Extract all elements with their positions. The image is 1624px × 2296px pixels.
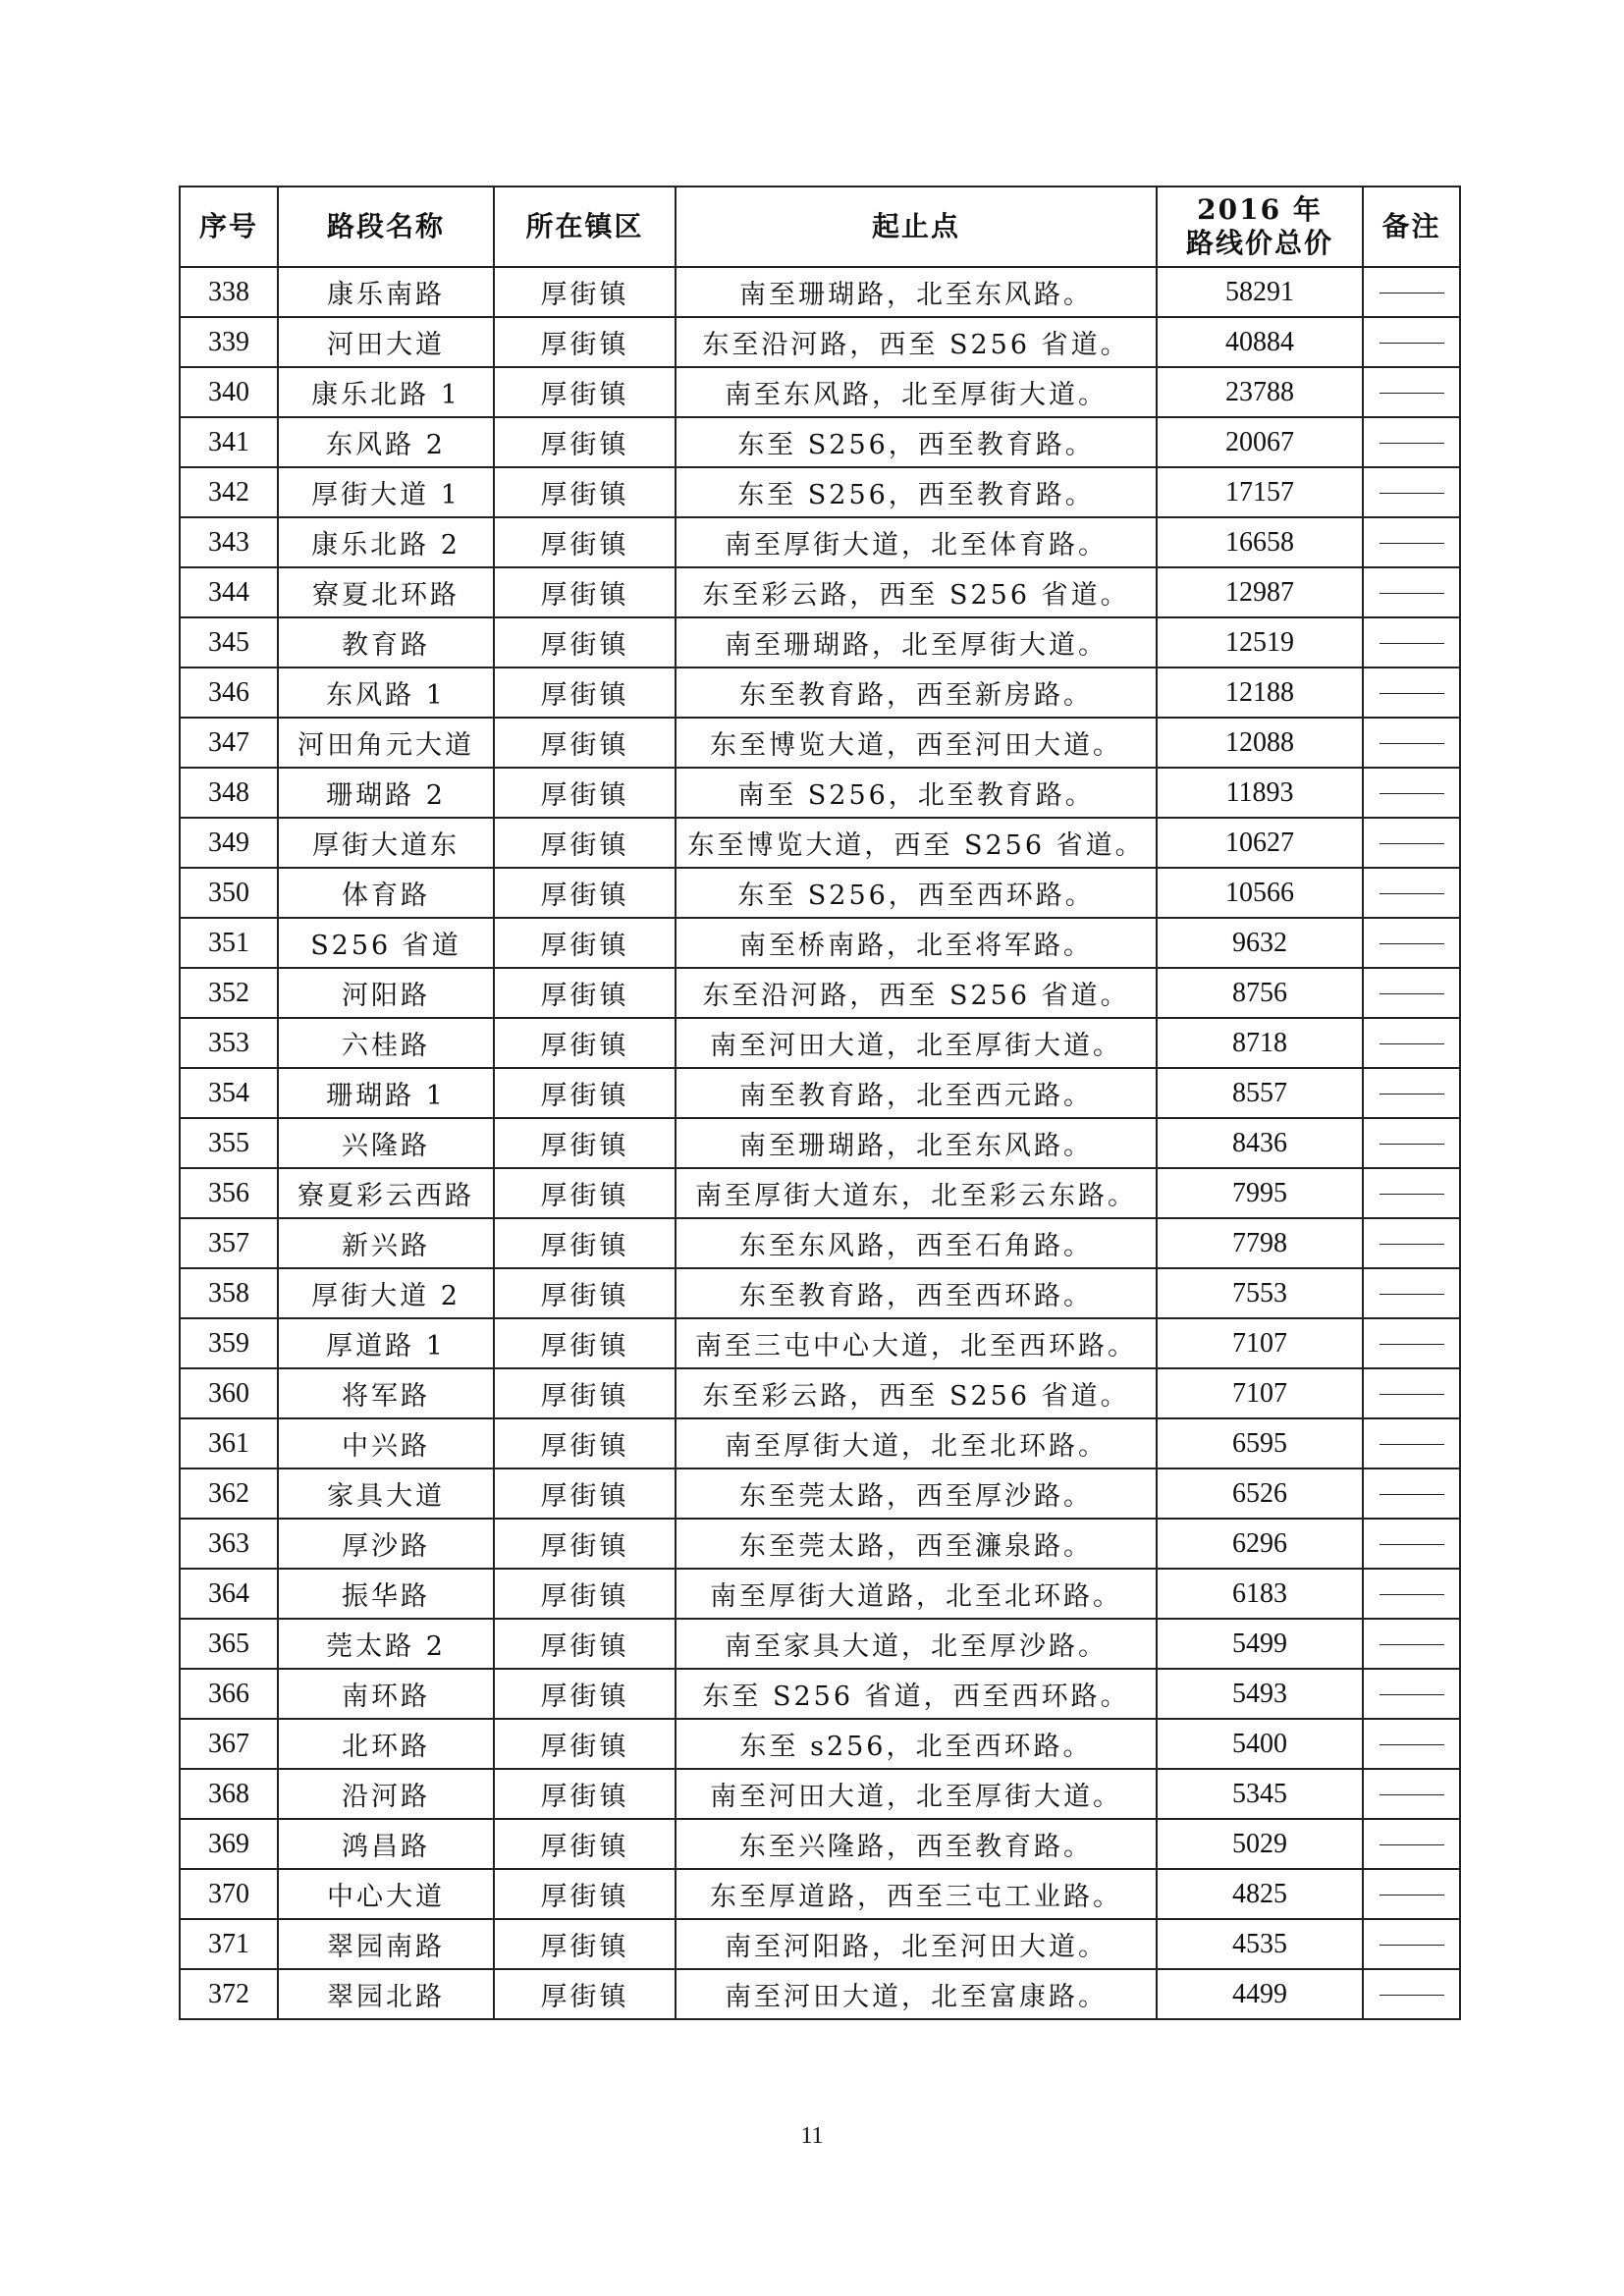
header-road-name: 路段名称 — [278, 187, 494, 267]
cell-town: 厚街镇 — [494, 1268, 676, 1318]
cell-price: 6595 — [1157, 1418, 1363, 1468]
cell-remark — [1363, 1468, 1460, 1519]
cell-index: 370 — [180, 1869, 278, 1919]
cell-index: 356 — [180, 1168, 278, 1218]
cell-remark — [1363, 868, 1460, 918]
cell-range: 东至厚道路，西至三屯工业路。 — [676, 1869, 1157, 1919]
remark-dash — [1380, 293, 1444, 294]
remark-dash — [1380, 1394, 1444, 1395]
cell-road-name: 河阳路 — [278, 968, 494, 1018]
table-row — [180, 1869, 1460, 1919]
table-row — [180, 317, 1460, 367]
table-row — [180, 267, 1460, 317]
cell-index: 348 — [180, 768, 278, 818]
cell-price: 4825 — [1157, 1869, 1363, 1919]
remark-dash — [1380, 1895, 1444, 1896]
cell-remark — [1363, 1268, 1460, 1318]
cell-road-name: 东风路 1 — [278, 667, 494, 718]
cell-town: 厚街镇 — [494, 1769, 676, 1819]
cell-index: 345 — [180, 617, 278, 667]
cell-index: 359 — [180, 1318, 278, 1368]
cell-town: 厚街镇 — [494, 617, 676, 667]
cell-range: 南至河田大道，北至富康路。 — [676, 1969, 1157, 2019]
cell-road-name: 中心大道 — [278, 1869, 494, 1919]
table-row — [180, 667, 1460, 718]
cell-remark — [1363, 918, 1460, 968]
remark-dash — [1380, 593, 1444, 594]
remark-dash — [1380, 443, 1444, 444]
cell-range: 东至 S256，西至教育路。 — [676, 467, 1157, 517]
cell-road-name: 新兴路 — [278, 1218, 494, 1268]
cell-range: 东至兴隆路，西至教育路。 — [676, 1819, 1157, 1869]
cell-index: 357 — [180, 1218, 278, 1268]
cell-road-name: 振华路 — [278, 1569, 494, 1619]
cell-range: 东至博览大道，西至河田大道。 — [676, 718, 1157, 768]
cell-remark — [1363, 667, 1460, 718]
cell-town: 厚街镇 — [494, 567, 676, 617]
cell-index: 353 — [180, 1018, 278, 1068]
cell-remark — [1363, 267, 1460, 317]
cell-town: 厚街镇 — [494, 1118, 676, 1168]
cell-road-name: 体育路 — [278, 868, 494, 918]
remark-dash — [1380, 1544, 1444, 1545]
remark-dash — [1380, 1995, 1444, 1996]
road-price-table — [179, 186, 1461, 2020]
cell-price: 4499 — [1157, 1969, 1363, 2019]
remark-dash — [1380, 543, 1444, 544]
cell-road-name: 家具大道 — [278, 1468, 494, 1519]
remark-dash — [1380, 943, 1444, 944]
cell-index: 365 — [180, 1619, 278, 1669]
cell-price: 6296 — [1157, 1519, 1363, 1569]
remark-dash — [1380, 893, 1444, 894]
remark-dash — [1380, 393, 1444, 394]
remark-dash — [1380, 1194, 1444, 1195]
table-row — [180, 467, 1460, 517]
cell-index: 339 — [180, 317, 278, 367]
cell-range: 南至东风路，北至厚街大道。 — [676, 367, 1157, 417]
table-row — [180, 768, 1460, 818]
cell-road-name: 河田角元大道 — [278, 718, 494, 768]
cell-road-name: 沿河路 — [278, 1769, 494, 1819]
header-remark: 备注 — [1363, 187, 1460, 267]
table-row — [180, 1068, 1460, 1118]
cell-remark — [1363, 1869, 1460, 1919]
cell-price: 4535 — [1157, 1919, 1363, 1969]
cell-range: 南至三屯中心大道，北至西环路。 — [676, 1318, 1157, 1368]
cell-remark — [1363, 1018, 1460, 1068]
remark-dash — [1380, 1294, 1444, 1295]
cell-index: 372 — [180, 1969, 278, 2019]
remark-dash — [1380, 1344, 1444, 1345]
cell-range: 东至 S256，西至西环路。 — [676, 868, 1157, 918]
cell-range: 南至厚街大道，北至北环路。 — [676, 1418, 1157, 1468]
cell-range: 东至教育路，西至西环路。 — [676, 1268, 1157, 1318]
cell-town: 厚街镇 — [494, 1468, 676, 1519]
cell-range: 东至沿河路，西至 S256 省道。 — [676, 317, 1157, 367]
cell-price: 6183 — [1157, 1569, 1363, 1619]
header-price-label: 路线价总价 — [1185, 227, 1333, 259]
cell-town: 厚街镇 — [494, 768, 676, 818]
cell-index: 362 — [180, 1468, 278, 1519]
cell-remark — [1363, 1168, 1460, 1218]
cell-index: 350 — [180, 868, 278, 918]
cell-price: 23788 — [1157, 367, 1363, 417]
table-row — [180, 1819, 1460, 1869]
cell-remark — [1363, 1969, 1460, 2019]
remark-dash — [1380, 1844, 1444, 1845]
cell-range: 东至彩云路，西至 S256 省道。 — [676, 567, 1157, 617]
cell-range: 南至厚街大道东，北至彩云东路。 — [676, 1168, 1157, 1218]
cell-price: 11893 — [1157, 768, 1363, 818]
cell-range: 东至教育路，西至新房路。 — [676, 667, 1157, 718]
cell-road-name: 康乐南路 — [278, 267, 494, 317]
cell-remark — [1363, 1719, 1460, 1769]
cell-remark — [1363, 1218, 1460, 1268]
cell-price: 12188 — [1157, 667, 1363, 718]
cell-index: 360 — [180, 1368, 278, 1418]
cell-index: 351 — [180, 918, 278, 968]
cell-range: 东至博览大道，西至 S256 省道。 — [676, 818, 1157, 868]
cell-town: 厚街镇 — [494, 1919, 676, 1969]
cell-price: 7553 — [1157, 1268, 1363, 1318]
cell-price: 10627 — [1157, 818, 1363, 868]
cell-remark — [1363, 968, 1460, 1018]
cell-index: 361 — [180, 1418, 278, 1468]
cell-remark — [1363, 617, 1460, 667]
cell-price: 7995 — [1157, 1168, 1363, 1218]
table-row — [180, 1418, 1460, 1468]
remark-dash — [1380, 1794, 1444, 1795]
remark-dash — [1380, 1694, 1444, 1695]
cell-road-name: 东风路 2 — [278, 417, 494, 467]
cell-road-name: 六桂路 — [278, 1018, 494, 1068]
table-row — [180, 1018, 1460, 1068]
cell-road-name: 厚街大道 1 — [278, 467, 494, 517]
table-row — [180, 1919, 1460, 1969]
cell-town: 厚街镇 — [494, 718, 676, 768]
cell-range: 东至彩云路，西至 S256 省道。 — [676, 1368, 1157, 1418]
cell-price: 5499 — [1157, 1619, 1363, 1669]
cell-town: 厚街镇 — [494, 1368, 676, 1418]
cell-road-name: 中兴路 — [278, 1418, 494, 1468]
cell-index: 341 — [180, 417, 278, 467]
cell-index: 369 — [180, 1819, 278, 1869]
cell-road-name: 南环路 — [278, 1669, 494, 1719]
cell-town: 厚街镇 — [494, 1569, 676, 1619]
table-row — [180, 1969, 1460, 2019]
cell-index: 358 — [180, 1268, 278, 1318]
cell-remark — [1363, 818, 1460, 868]
cell-index: 354 — [180, 1068, 278, 1118]
cell-index: 338 — [180, 267, 278, 317]
table-row — [180, 367, 1460, 417]
header-index: 序号 — [180, 187, 278, 267]
table-row — [180, 1468, 1460, 1519]
cell-town: 厚街镇 — [494, 467, 676, 517]
table-row — [180, 1619, 1460, 1669]
table-body — [180, 267, 1460, 2019]
cell-price: 7107 — [1157, 1368, 1363, 1418]
remark-dash — [1380, 1144, 1444, 1145]
remark-dash — [1380, 1043, 1444, 1044]
remark-dash — [1380, 1444, 1444, 1445]
cell-range: 南至河阳路，北至河田大道。 — [676, 1919, 1157, 1969]
table-row — [180, 1318, 1460, 1368]
cell-town: 厚街镇 — [494, 317, 676, 367]
cell-price: 58291 — [1157, 267, 1363, 317]
cell-road-name: 将军路 — [278, 1368, 494, 1418]
cell-road-name: 厚道路 1 — [278, 1318, 494, 1368]
header-price — [1157, 187, 1363, 267]
table-row — [180, 968, 1460, 1018]
remark-dash — [1380, 743, 1444, 744]
cell-remark — [1363, 567, 1460, 617]
cell-town: 厚街镇 — [494, 1418, 676, 1468]
table-row — [180, 818, 1460, 868]
cell-town: 厚街镇 — [494, 1519, 676, 1569]
table-row — [180, 1669, 1460, 1719]
cell-price: 17157 — [1157, 467, 1363, 517]
cell-range: 南至珊瑚路，北至东风路。 — [676, 1118, 1157, 1168]
cell-index: 343 — [180, 517, 278, 567]
cell-index: 352 — [180, 968, 278, 1018]
cell-town: 厚街镇 — [494, 1669, 676, 1719]
cell-range: 东至 S256，西至教育路。 — [676, 417, 1157, 467]
cell-remark — [1363, 1669, 1460, 1719]
remark-dash — [1380, 1945, 1444, 1946]
cell-road-name: 厚街大道东 — [278, 818, 494, 868]
cell-price: 16658 — [1157, 517, 1363, 567]
cell-road-name: 北环路 — [278, 1719, 494, 1769]
cell-town: 厚街镇 — [494, 1168, 676, 1218]
cell-town: 厚街镇 — [494, 1218, 676, 1268]
cell-price: 8436 — [1157, 1118, 1363, 1168]
cell-remark — [1363, 317, 1460, 367]
header-range: 起止点 — [676, 187, 1157, 267]
cell-price: 8756 — [1157, 968, 1363, 1018]
cell-index: 368 — [180, 1769, 278, 1819]
table-row — [180, 718, 1460, 768]
cell-road-name: 教育路 — [278, 617, 494, 667]
cell-price: 8718 — [1157, 1018, 1363, 1068]
remark-dash — [1380, 343, 1444, 344]
remark-dash — [1380, 1594, 1444, 1595]
header-price-year: 2016 年 — [1197, 193, 1323, 226]
table-header-row — [180, 187, 1460, 267]
cell-town: 厚街镇 — [494, 868, 676, 918]
cell-remark — [1363, 718, 1460, 768]
cell-remark — [1363, 1769, 1460, 1819]
table-row — [180, 1168, 1460, 1218]
cell-price: 5493 — [1157, 1669, 1363, 1719]
cell-index: 349 — [180, 818, 278, 868]
cell-index: 346 — [180, 667, 278, 718]
table-row — [180, 517, 1460, 567]
cell-remark — [1363, 1368, 1460, 1418]
cell-price: 5345 — [1157, 1769, 1363, 1819]
cell-range: 南至家具大道，北至厚沙路。 — [676, 1619, 1157, 1669]
remark-dash — [1380, 643, 1444, 644]
cell-range: 南至桥南路，北至将军路。 — [676, 918, 1157, 968]
cell-town: 厚街镇 — [494, 1719, 676, 1769]
cell-range: 南至厚街大道，北至体育路。 — [676, 517, 1157, 567]
cell-remark — [1363, 1819, 1460, 1869]
table-row — [180, 1519, 1460, 1569]
cell-town: 厚街镇 — [494, 1068, 676, 1118]
cell-town: 厚街镇 — [494, 667, 676, 718]
cell-road-name: 莞太路 2 — [278, 1619, 494, 1669]
cell-range: 南至河田大道，北至厚街大道。 — [676, 1769, 1157, 1819]
cell-road-name: 厚街大道 2 — [278, 1268, 494, 1318]
cell-town: 厚街镇 — [494, 1619, 676, 1669]
page-number: 11 — [800, 2123, 824, 2149]
cell-remark — [1363, 1569, 1460, 1619]
cell-range: 东至沿河路，西至 S256 省道。 — [676, 968, 1157, 1018]
cell-remark — [1363, 1068, 1460, 1118]
cell-road-name: 珊瑚路 1 — [278, 1068, 494, 1118]
cell-road-name: 康乐北路 1 — [278, 367, 494, 417]
cell-range: 东至莞太路，西至厚沙路。 — [676, 1468, 1157, 1519]
remark-dash — [1380, 1744, 1444, 1745]
cell-town: 厚街镇 — [494, 1819, 676, 1869]
cell-remark — [1363, 367, 1460, 417]
cell-index: 371 — [180, 1919, 278, 1969]
table-row — [180, 1218, 1460, 1268]
table-row — [180, 1769, 1460, 1819]
cell-index: 355 — [180, 1118, 278, 1168]
cell-road-name: 翠园南路 — [278, 1919, 494, 1969]
cell-index: 363 — [180, 1519, 278, 1569]
cell-remark — [1363, 1519, 1460, 1569]
cell-range: 南至 S256，北至教育路。 — [676, 768, 1157, 818]
cell-town: 厚街镇 — [494, 1018, 676, 1068]
cell-road-name: 鸿昌路 — [278, 1819, 494, 1869]
cell-road-name: 兴隆路 — [278, 1118, 494, 1168]
cell-remark — [1363, 467, 1460, 517]
cell-price: 12987 — [1157, 567, 1363, 617]
cell-price: 7107 — [1157, 1318, 1363, 1368]
cell-remark — [1363, 517, 1460, 567]
cell-price: 10566 — [1157, 868, 1363, 918]
table-row — [180, 617, 1460, 667]
cell-index: 340 — [180, 367, 278, 417]
cell-range: 南至珊瑚路，北至东风路。 — [676, 267, 1157, 317]
cell-price: 6526 — [1157, 1468, 1363, 1519]
remark-dash — [1380, 993, 1444, 994]
cell-remark — [1363, 1919, 1460, 1969]
cell-index: 367 — [180, 1719, 278, 1769]
cell-road-name: 厚沙路 — [278, 1519, 494, 1569]
cell-road-name: 寮夏彩云西路 — [278, 1168, 494, 1218]
cell-town: 厚街镇 — [494, 417, 676, 467]
cell-town: 厚街镇 — [494, 1969, 676, 2019]
table-row — [180, 417, 1460, 467]
table-row — [180, 868, 1460, 918]
table-row — [180, 1368, 1460, 1418]
cell-price: 40884 — [1157, 317, 1363, 367]
header-town: 所在镇区 — [494, 187, 676, 267]
cell-town: 厚街镇 — [494, 918, 676, 968]
cell-range: 东至东风路，西至石角路。 — [676, 1218, 1157, 1268]
cell-town: 厚街镇 — [494, 1869, 676, 1919]
remark-dash — [1380, 1244, 1444, 1245]
remark-dash — [1380, 793, 1444, 794]
cell-range: 南至珊瑚路，北至厚街大道。 — [676, 617, 1157, 667]
cell-range: 南至厚街大道路，北至北环路。 — [676, 1569, 1157, 1619]
cell-price: 8557 — [1157, 1068, 1363, 1118]
cell-road-name: 珊瑚路 2 — [278, 768, 494, 818]
cell-index: 342 — [180, 467, 278, 517]
cell-road-name: 翠园北路 — [278, 1969, 494, 2019]
cell-range: 东至 s256，北至西环路。 — [676, 1719, 1157, 1769]
cell-town: 厚街镇 — [494, 267, 676, 317]
remark-dash — [1380, 1094, 1444, 1095]
cell-remark — [1363, 1118, 1460, 1168]
table-row — [180, 1118, 1460, 1168]
cell-price: 5400 — [1157, 1719, 1363, 1769]
cell-price: 20067 — [1157, 417, 1363, 467]
remark-dash — [1380, 1644, 1444, 1645]
table-row — [180, 567, 1460, 617]
cell-remark — [1363, 1418, 1460, 1468]
table-row — [180, 918, 1460, 968]
cell-road-name: 康乐北路 2 — [278, 517, 494, 567]
cell-town: 厚街镇 — [494, 367, 676, 417]
cell-remark — [1363, 1318, 1460, 1368]
cell-road-name: 河田大道 — [278, 317, 494, 367]
cell-price: 9632 — [1157, 918, 1363, 968]
remark-dash — [1380, 493, 1444, 494]
cell-remark — [1363, 768, 1460, 818]
cell-range: 南至河田大道，北至厚街大道。 — [676, 1018, 1157, 1068]
cell-remark — [1363, 417, 1460, 467]
cell-index: 364 — [180, 1569, 278, 1619]
cell-index: 344 — [180, 567, 278, 617]
table-row — [180, 1268, 1460, 1318]
cell-range: 南至教育路，北至西元路。 — [676, 1068, 1157, 1118]
cell-remark — [1363, 1619, 1460, 1669]
table-row — [180, 1569, 1460, 1619]
cell-index: 347 — [180, 718, 278, 768]
remark-dash — [1380, 843, 1444, 844]
cell-range: 东至莞太路，西至濂泉路。 — [676, 1519, 1157, 1569]
cell-price: 5029 — [1157, 1819, 1363, 1869]
cell-town: 厚街镇 — [494, 818, 676, 868]
remark-dash — [1380, 693, 1444, 694]
cell-index: 366 — [180, 1669, 278, 1719]
remark-dash — [1380, 1494, 1444, 1495]
table-row — [180, 1719, 1460, 1769]
cell-town: 厚街镇 — [494, 968, 676, 1018]
cell-road-name: 寮夏北环路 — [278, 567, 494, 617]
cell-price: 12519 — [1157, 617, 1363, 667]
cell-town: 厚街镇 — [494, 1318, 676, 1368]
cell-range: 东至 S256 省道，西至西环路。 — [676, 1669, 1157, 1719]
cell-price: 12088 — [1157, 718, 1363, 768]
cell-town: 厚街镇 — [494, 517, 676, 567]
cell-price: 7798 — [1157, 1218, 1363, 1268]
cell-road-name: S256 省道 — [278, 918, 494, 968]
